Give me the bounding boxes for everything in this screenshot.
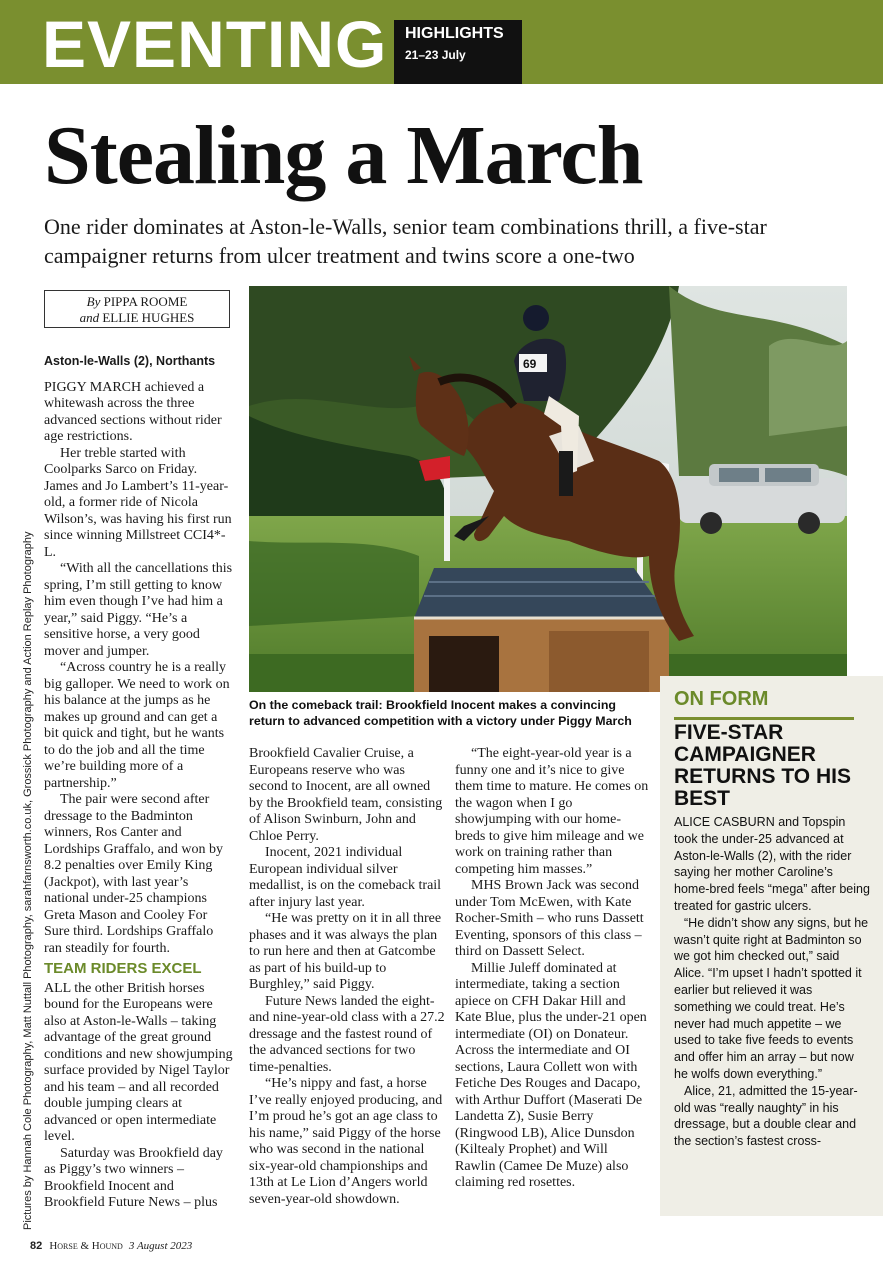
- paragraph: “With all the cancellations this spring, I’m still getting to know him even though I’ve had him a year,” said Piggy. “He’s a sensitive horse, a very good mover and jumper.: [44, 561, 233, 659]
- paragraph: Brookfield Cavalier Cruise, a Europeans reserve who was second to Inocent, are all owned by the Brookfield team, consisting of Alison Swinburn, John and Chloe Perry.: [249, 746, 443, 844]
- paragraph: The pair were second after dressage to the Badminton winners, Ros Canter and Lordships Graffalo, and won by 8.2 penalties over Emily King (Jackpot), with last year’s national under-25 champions Greta Mason and Cooley For Sure third. Lordships Graffalo ran steadily for fourth.: [44, 792, 223, 956]
- byline-author-1: PIPPA ROOME: [103, 294, 188, 309]
- paragraph: Saturday was Brookfield day as Piggy’s two winners – Brookfield Inocent and Brookfield Future News – plus: [44, 1145, 223, 1210]
- paragraph: PIGGY MARCH achieved a whitewash across the three advanced sections without rider age restrictions.: [44, 379, 222, 444]
- highlights-box: [394, 20, 522, 84]
- sidebar-paragraph: “He didn’t show any signs, but he wasn’t quite right at Badminton so we got him checked out,” said Alice. “I’m upset I hadn’t spotted it earlier but relieved it was something we could treat. He’s never had much appetite – we used to take five feeds to events and offer him an array – but now he wolfs down everything.”: [674, 915, 869, 1081]
- paragraph: “He was pretty on it in all three phases and it was always the plan to run here and then at Gatcombe as part of his build-up to Burghley,” said Piggy.: [249, 911, 442, 992]
- sidebar-paragraph: ALICE CASBURN and Topspin took the under-25 advanced at Aston-le-Walls (2), with the rider saying her mother Caroline’s home-bred feels “mega” after being treated for gastric ulcers.: [674, 815, 870, 913]
- article-photo: [249, 286, 847, 692]
- paragraph: ALL the other British horses bound for the Europeans were also at Aston-le-Walls – taking advantage of the great ground conditions and new showjumping surface provided by Nigel Taylor and his team – and all recorded double jumping clears at advanced or open intermediate level.: [44, 980, 233, 1144]
- byline-box: [44, 290, 230, 328]
- article-headline: Stealing a March: [44, 109, 643, 202]
- photo-credit: Pictures by Hannah Cole Photography, Matt Nuttall Photography, sarahfarnsworth.co.uk, Grossick Photography and Action Replay Photography: [22, 531, 34, 1230]
- article-column-3: [455, 746, 651, 1192]
- byline-by: By: [86, 294, 101, 309]
- page-footer: [30, 1240, 192, 1252]
- paragraph: Her treble started with Coolparks Sarco on Friday. James and Jo Lambert’s 11-year-old, a former ride of Nicola Wilson’s, was having his first run since winning Millstreet CCI4*-L.: [44, 445, 232, 560]
- sidebar-body: [674, 814, 870, 1150]
- photo-caption: On the comeback trail: Brookfield Inocent makes a convincing return to advanced competition with a victory under Piggy March: [249, 698, 632, 728]
- paragraph: “He’s nippy and fast, a horse I’ve really enjoyed producing, and I’m proud he’s got an age class to his name,” said Piggy of the horse who was second in the national six-year-old championships and 13th at Le Lion d’Angers world seven-year-old showdown.: [249, 1076, 443, 1207]
- page-number: 82: [30, 1240, 43, 1252]
- byline-and: and: [79, 310, 100, 325]
- sidebar-headline: FIVE-STAR CAMPAIGNER RETURNS TO HIS BEST: [674, 721, 851, 810]
- location-dateline: Aston-le-Walls (2), Northants: [44, 354, 216, 368]
- paragraph: Inocent, 2021 individual European individual silver medallist, is on the comeback trail after injury last year.: [249, 845, 442, 910]
- article-column-1: [44, 353, 234, 1212]
- byline-author-2: ELLIE HUGHES: [102, 310, 195, 325]
- bib-number: 69: [523, 357, 537, 371]
- on-form-sidebar: [660, 676, 883, 1216]
- paragraph: MHS Brown Jack was second under Tom McEwen, with Kate Rocher-Smith – who runs Dassett Eventing, sponsors of this class – third on Dassett Select.: [455, 878, 644, 959]
- paragraph: Future News landed the eight- and nine-year-old class with a 27.2 dressage and the fastest round of the advanced sections for two time-penalties.: [249, 993, 445, 1075]
- highlights-title: HIGHLIGHTS: [405, 25, 504, 42]
- article-standfirst: One rider dominates at Aston-le-Walls, senior team combinations thrill, a five-star campaigner returns from ulcer treatment and twins score a one-two: [44, 214, 767, 268]
- magazine-name: Horse & Hound: [49, 1240, 123, 1252]
- section-header-bar: [0, 0, 883, 84]
- paragraph: “The eight-year-old year is a funny one and it’s nice to give them time to mature. He comes on the wagon when I go showjumping with our home-breds to give him mileage and we work on training rather than competing him masses.”: [455, 746, 649, 877]
- section-title: EVENTING: [42, 7, 388, 81]
- sidebar-tag: ON FORM: [674, 688, 769, 710]
- issue-date: 3 August 2023: [128, 1240, 193, 1252]
- sidebar-divider: [674, 717, 854, 720]
- subheading: TEAM RIDERS EXCEL: [44, 960, 202, 977]
- sidebar-paragraph: Alice, 21, admitted the 15-year-old was “really naughty” in his dressage, but a double clear and the section’s fastest cross-: [674, 1083, 858, 1149]
- horse-jumping-photo: [249, 286, 847, 692]
- highlights-dates: 21–23 July: [405, 48, 466, 62]
- article-column-2: [249, 746, 445, 1208]
- paragraph: “Across country he is a really big galloper. We need to work on his balance at the jumps as he makes up ground and can get a bit quick and tight, but he wants to do the job and all the time we’re building more of a partnership.”: [44, 660, 230, 791]
- paragraph: Millie Juleff dominated at intermediate, taking a section apiece on CFH Dakar Hill and Kate Blue, plus the under-21 open intermediate (OI) on Donateur. Across the intermediate and OI sections, Laura Collett won with Fetiche Des Rouges and Dacapo, with Arthur Duffort (Maserati De Landetta Z), Susie Berry (Ringwood LB), Alice Dunsdon (Kiltealy Prophet) and Will Rawlin (Camee De Muze) also claiming red rosettes.: [455, 960, 647, 1190]
